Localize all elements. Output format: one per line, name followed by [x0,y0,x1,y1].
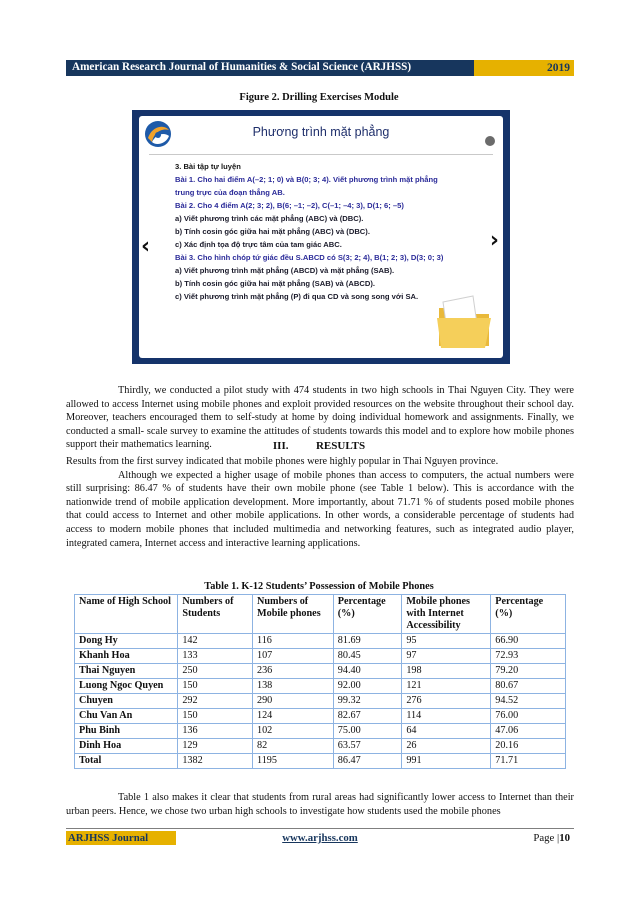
table-cell: 82 [252,739,333,754]
footer-website-link[interactable]: www.arjhss.com [282,832,358,844]
exercise-line: c) Viết phương trình mặt phẳng (P) đi qua CD và song song với SA. [175,292,419,301]
table-row [75,754,566,769]
column-header: Percentage (%) [333,595,402,634]
paragraph-rural-urban [66,791,574,818]
table-cell: 1195 [252,754,333,769]
paragraph-text: Thirdly, we conducted a pilot study with 474 students in two high schools in Thai Nguyen City. They were allowed to access Internet using mobile phones and exploit provided resources on the website throughout their school day. Moreover, teachers encouraged them to self-study at home by doing individual homework and assignments. Finally, we conducted a small- scale survey to examine the attitudes of students towards this model and to explore how mobile phones support their mathematics learning. [66,385,574,451]
folder-icon [433,294,495,352]
page-label: Page | [533,832,560,844]
table-cell: 79.20 [491,664,566,679]
table-cell: 150 [178,709,253,724]
exercise-line: c) Xác định tọa độ trực tâm của tam giác ABC. [175,240,342,249]
exercise-line: trung trực của đoạn thẳng AB. [175,188,285,197]
table-cell: 124 [252,709,333,724]
table-cell: 107 [252,649,333,664]
table-cell: 116 [252,634,333,649]
school-name-cell: Khanh Hoa [75,649,178,664]
table-row [75,709,566,724]
table-cell: 75.00 [333,724,402,739]
table-cell: 97 [402,649,491,664]
table-row [75,649,566,664]
table-cell: 82.67 [333,709,402,724]
section-number: III. [272,440,289,452]
exercise-line: Bài 3. Cho hình chóp tứ giác đều S.ABCD có S(3; 2; 4), B(1; 2; 3), D(3; 0; 3) [175,253,444,262]
table-cell: 150 [178,679,253,694]
exercise-line: b) Tính cosin góc giữa hai mặt phẳng (ABC) và (DBC). [175,227,370,236]
section-heading [0,440,638,452]
chevron-right-icon[interactable]: › [489,228,499,253]
table-cell: 138 [252,679,333,694]
table-cell: 66.90 [491,634,566,649]
table-cell: 991 [402,754,491,769]
table-cell: 95 [402,634,491,649]
exercise-line: a) Viết phương trình mặt phẳng (ABCD) và mặt phẳng (SAB). [175,266,395,275]
exercise-line: Bài 1. Cho hai điểm A(–2; 1; 0) và B(0; 3; 4). Viết phương trình mặt phẳng [175,175,438,184]
footer-page-number [533,831,570,845]
table-cell: 81.69 [333,634,402,649]
table-cell: 1382 [178,754,253,769]
chevron-left-icon[interactable]: ‹ [141,234,151,259]
section-title: RESULTS [315,440,366,452]
school-name-cell: Thai Nguyen [75,664,178,679]
table-row [75,679,566,694]
table-cell: 20.16 [491,739,566,754]
table-row [75,664,566,679]
page-number: 10 [559,832,570,844]
paragraph-text: Although we expected a higher usage of mobile phones than access to computers, the actual numbers were still surprising: 86.47 % of students have their own mobile phone (see Table 1 below). This is accordance with the nationwide trend of mobile application development. More importantly, about 71.71 % of students posed mobile phones that could access to Internet and other mobile applications. In other words, a considerable percentage of students had access to modern mobile phones that included multimedia and networking features, such as integrated audio player, integrated camera, Internet access and interactive learning applications. [66,469,574,549]
school-name-cell: Chu Van An [75,709,178,724]
table-cell: 198 [402,664,491,679]
table-cell: 133 [178,649,253,664]
table-cell: 63.57 [333,739,402,754]
table-cell: 94.52 [491,694,566,709]
paragraph-text: Table 1 also makes it clear that students from rural areas had significantly lower access to Internet than their urban peers. Hence, we chose two urban high schools to investigate how students used the mobile phones [66,792,574,817]
menu-dot-icon[interactable] [485,136,495,146]
page-footer [66,828,574,844]
table-cell: 80.67 [491,679,566,694]
column-header: Numbers of Mobile phones [252,595,333,634]
column-header: Name of High School [75,595,178,634]
table-cell: 94.40 [333,664,402,679]
table-cell: 142 [178,634,253,649]
table-cell: 290 [252,694,333,709]
table-cell: 99.32 [333,694,402,709]
table-cell: 114 [402,709,491,724]
table-row [75,724,566,739]
column-header: Mobile phones with Internet Accessibility [402,595,491,634]
figure-screen [139,116,503,358]
table-cell: 102 [252,724,333,739]
table-cell: 276 [402,694,491,709]
paragraph-results [66,455,574,550]
column-header: Numbers of Students [178,595,253,634]
table-cell: 26 [402,739,491,754]
school-name-cell: Total [75,754,178,769]
journal-title: American Research Journal of Humanities & Social Science (ARJHSS) [72,61,412,73]
exercise-line: b) Tính cosin góc giữa hai mặt phẳng (SAB) và (ABCD). [175,279,375,288]
table-cell: 129 [178,739,253,754]
school-name-cell: Dinh Hoa [75,739,178,754]
exercise-line: Bài 2. Cho 4 điểm A(2; 3; 2), B(6; –1; –2), C(–1; –4; 3), D(1; 6; –5) [175,201,404,210]
table-row [75,739,566,754]
table-cell: 86.47 [333,754,402,769]
school-name-cell: Chuyen [75,694,178,709]
table-cell: 250 [178,664,253,679]
table-cell: 64 [402,724,491,739]
table-cell: 121 [402,679,491,694]
header-year: 2019 [474,60,574,76]
footer-journal-name: ARJHSS Journal [66,831,176,845]
table-cell: 80.45 [333,649,402,664]
figure-screenshot [132,110,510,364]
column-header: Percentage (%) [491,595,566,634]
table-row [75,634,566,649]
table-cell: 72.93 [491,649,566,664]
table-cell: 76.00 [491,709,566,724]
journal-header [66,60,574,76]
mobile-phones-table [74,594,566,769]
school-name-cell: Luong Ngoc Quyen [75,679,178,694]
school-name-cell: Phu Binh [75,724,178,739]
table-cell: 47.06 [491,724,566,739]
exercise-line: a) Viết phương trình các mặt phẳng (ABC) và (DBC). [175,214,364,223]
table-cell: 71.71 [491,754,566,769]
table-caption: Table 1. K-12 Students’ Possession of Mobile Phones [204,581,434,592]
table-cell: 92.00 [333,679,402,694]
exercise-line: 3. Bài tập tự luyện [175,162,241,171]
table-cell: 292 [178,694,253,709]
table-row [75,694,566,709]
school-name-cell: Dong Hy [75,634,178,649]
screen-title: Phương trình mặt phẳng [252,125,390,139]
paragraph-text: Results from the first survey indicated that mobile phones were highly popular in Thai Nguyen province. [66,456,499,467]
table-header-row [75,595,566,634]
screen-divider [149,154,493,155]
table-cell: 236 [252,664,333,679]
exercise-list [175,160,493,303]
figure-caption: Figure 2. Drilling Exercises Module [239,92,399,103]
table-cell: 136 [178,724,253,739]
